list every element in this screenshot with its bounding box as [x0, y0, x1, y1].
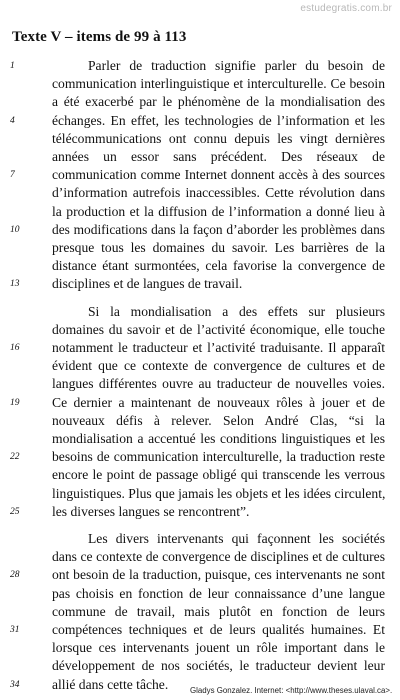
source-citation: Gladys Gonzalez. Internet: <http://www.theses.ulaval.ca>. [190, 686, 393, 695]
text-line: allié dans cette tâche. [52, 676, 169, 692]
text-line: dans ce contexte de convergence de disciplines et de cultures [52, 549, 385, 565]
line-number: 34 [10, 679, 20, 690]
text-line: les diverses langues se rencontrent”. [52, 503, 250, 519]
text-line: distance étant surmontées, cela favorise la convergence de [52, 258, 385, 274]
line-number: 13 [10, 279, 20, 290]
text-line: commune de travail, mais plutôt en fonction de leurs [52, 603, 385, 619]
line-number: 28 [10, 570, 20, 581]
text-line: langues différentes ouvre au traducteur de nouvelles voies. [52, 376, 385, 392]
line-number: 1 [10, 61, 15, 71]
line-number: 16 [10, 343, 20, 353]
text-line: lorsque ces intervenants jouent un rôle important dans le [52, 640, 385, 656]
line-number: 19 [10, 397, 20, 408]
text-line: Parler de traduction signifie parler du besoin de [88, 58, 385, 73]
line-number: 4 [10, 115, 15, 126]
text-line: la production et la diffusion de l’information a donné lieu à [52, 203, 385, 219]
text-line: mondialisation a accentué les conditions linguistiques et les [52, 431, 385, 446]
text-line: presque tous les domaines du savoir. Les barrières de la [52, 240, 385, 255]
text-line: pas choisis en fonction de leur connaissance d’une langue [52, 585, 385, 601]
text-line: linguistiques. Plus que jamais les objets et les idées circulent, [52, 485, 386, 501]
line-number: 31 [10, 625, 20, 635]
text-line: Ce dernier a maintenant de nouveaux rôles à jouer et de [52, 394, 385, 410]
text-line: évident que ce contexte de convergence de cultures et de [52, 358, 385, 374]
line-number: 10 [10, 224, 20, 235]
text-line: échanges. En effet, les technologies de l’information et les [52, 112, 385, 128]
text-line: disciplines et de langues de travail. [52, 276, 243, 292]
line-number: 25 [10, 506, 20, 517]
text-line: compétences techniques et de leurs qualités humaines. Et [52, 622, 385, 637]
text-line: communication interlinguistique et interculturelle. Ce besoin [52, 76, 385, 92]
text-line: Si la mondialisation a des effets sur plusieurs [88, 303, 385, 319]
text-line: d’information autrefois inaccessibles. Cette révolution dans [52, 185, 385, 201]
text-line: années un essor sans précédent. Des réseaux de [52, 149, 385, 164]
text-line: télécommunications ont connu depuis les vingt dernières [52, 130, 385, 146]
text-line: domaines du savoir et de l’activité économique, elle touche [52, 321, 385, 337]
text-line: nouveaux défis à relever. Selon André Clas, “si la [52, 412, 385, 428]
text-line: développement de nos sociétés, le traducteur devient leur [52, 658, 385, 674]
watermark: estudegratis.com.br [300, 3, 392, 14]
text-line: communication comme Internet donnent accès à des sources [52, 167, 385, 183]
text-line: ont besoin de la traduction, puisque, ces intervenants ne sont [52, 567, 385, 583]
text-title: Texte V – items de 99 à 113 [12, 29, 187, 45]
text-line: des modifications dans la façon d’aborder les problèmes dans [52, 221, 385, 237]
text-line: Les divers intervenants qui façonnent les sociétés [88, 531, 385, 546]
text-line: notamment le traducteur et l’activité traduisante. Il apparaît [52, 340, 385, 355]
text-line: encore le point de passage obligé qui transcende les verrous [52, 467, 385, 483]
line-number: 7 [10, 170, 15, 181]
text-line: a été exacerbé par le phénomène de la mondialisation des [52, 94, 385, 110]
line-number: 22 [10, 452, 20, 463]
text-line: besoins de communication interculturelle, la traduction reste [52, 449, 385, 465]
